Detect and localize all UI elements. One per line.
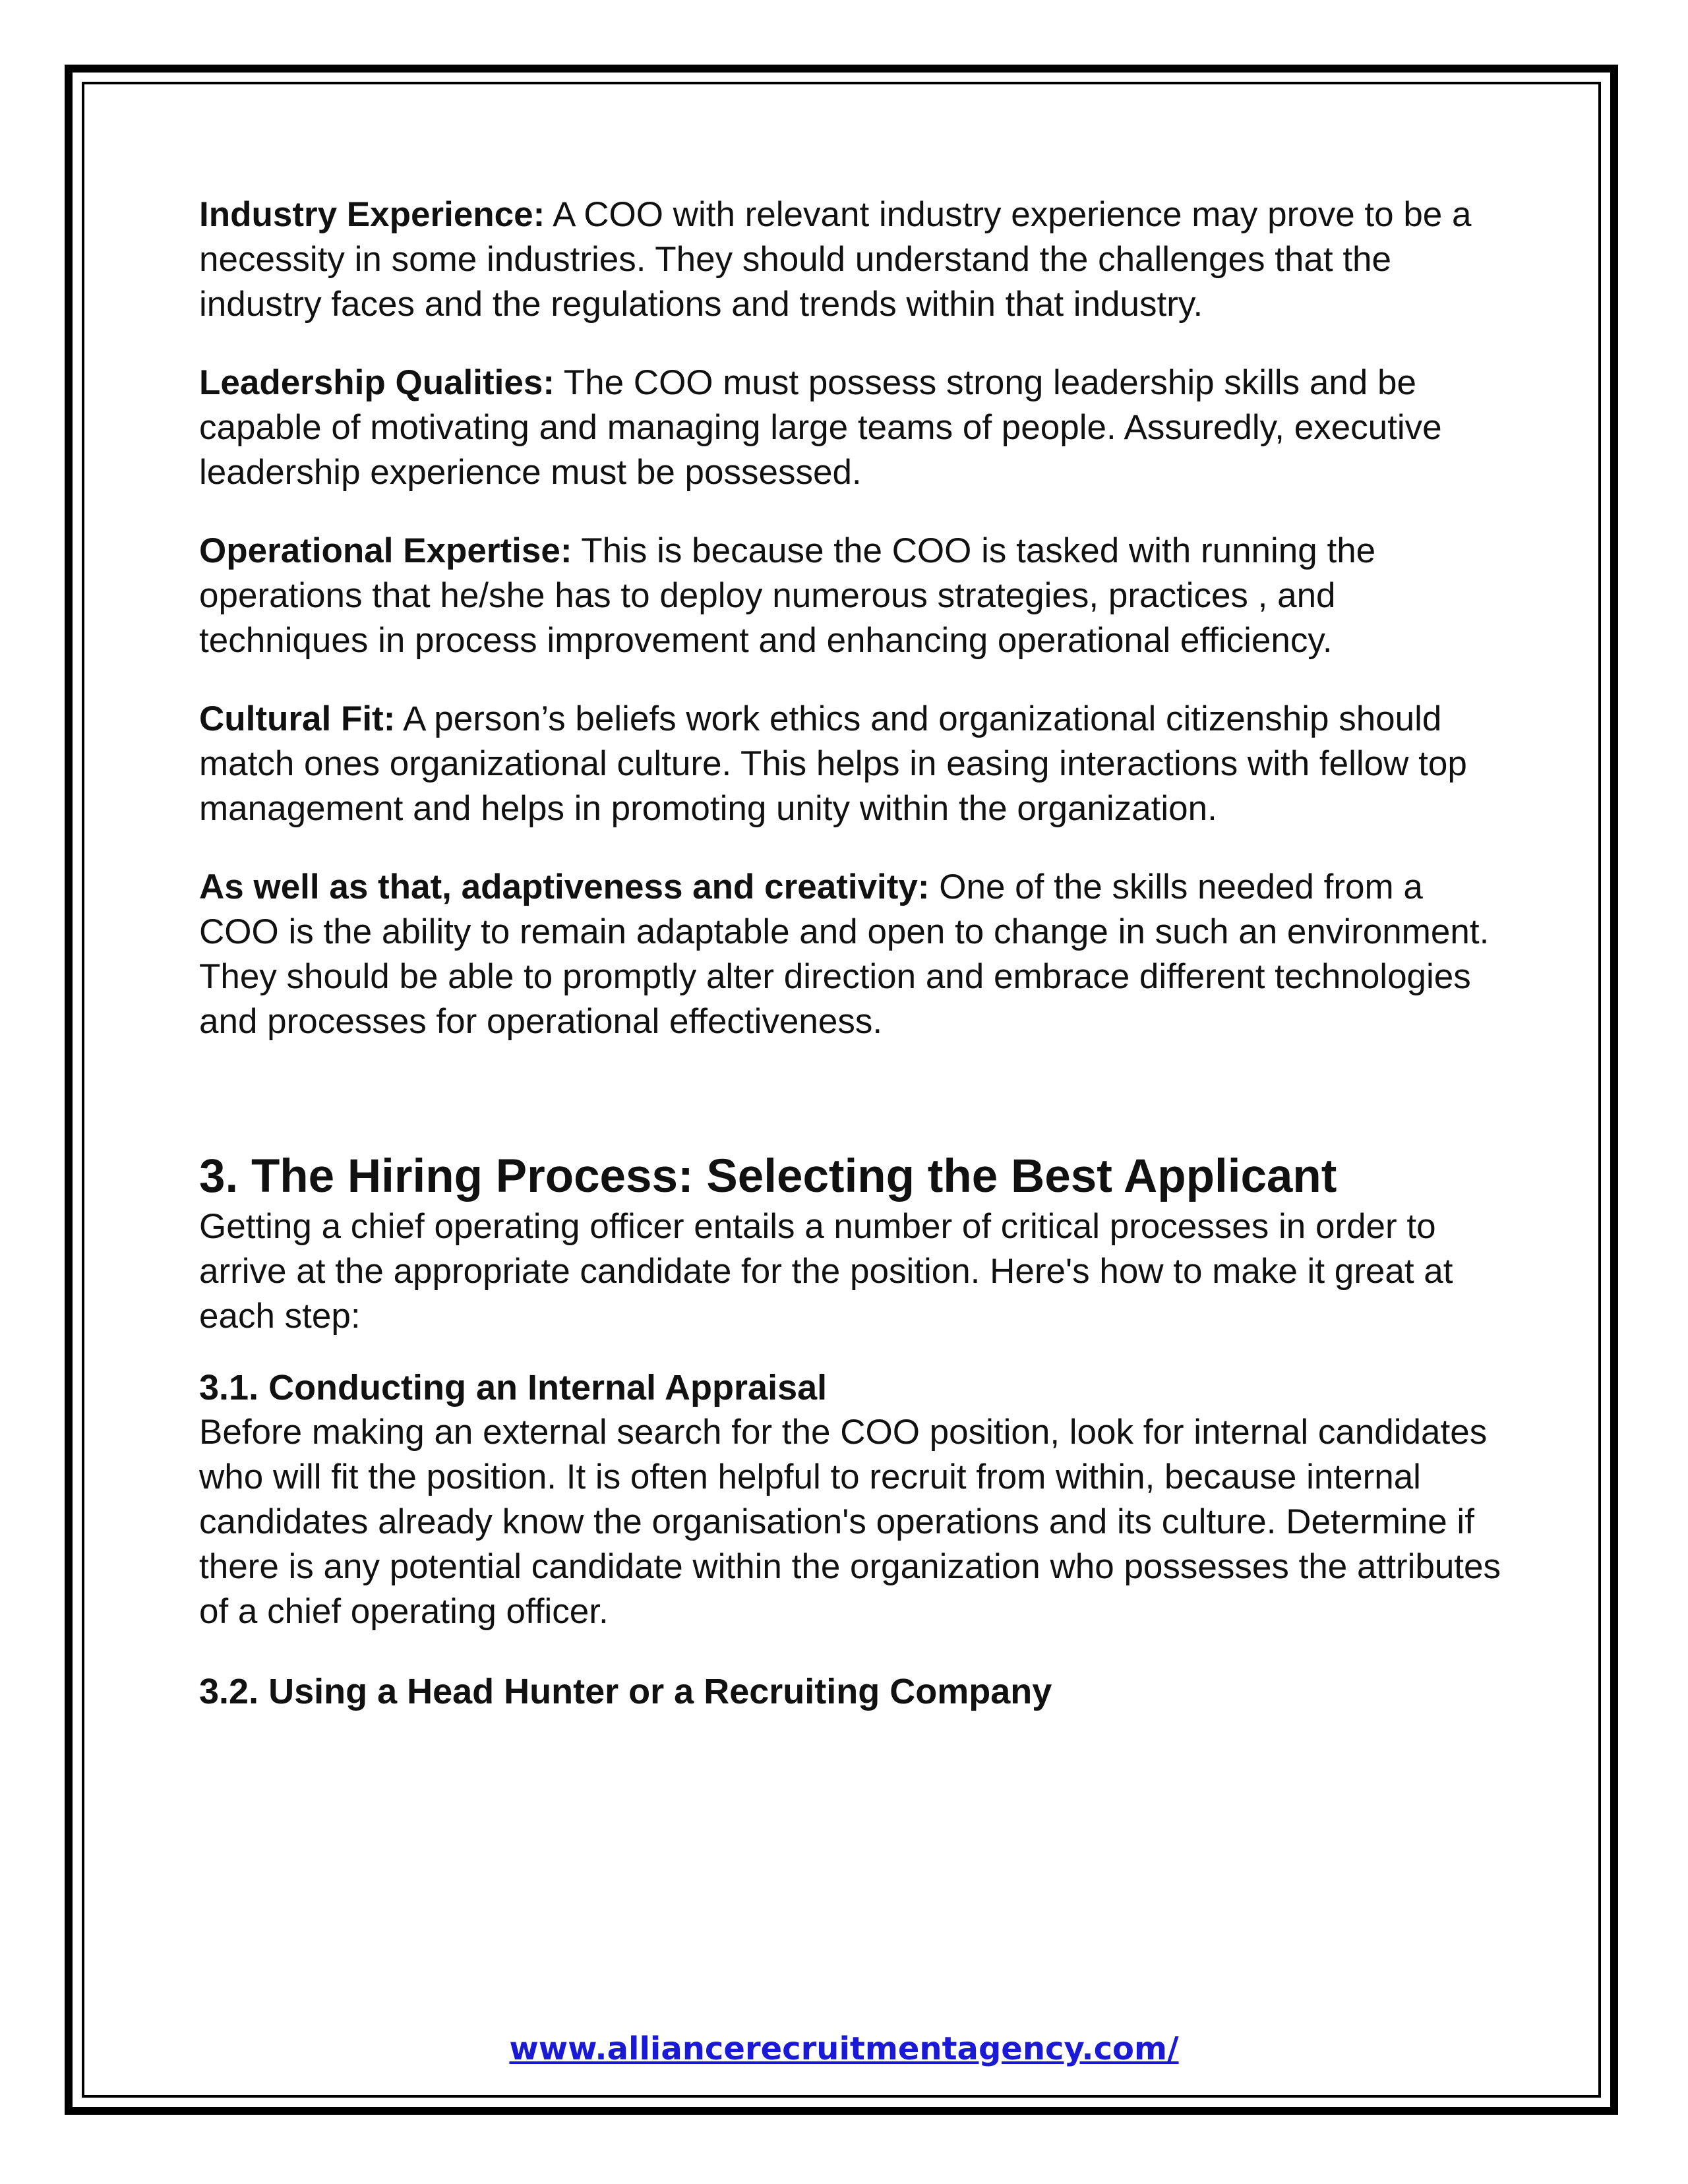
document-body: [199, 192, 1505, 1714]
paragraph-label: As well as that, adaptiveness and creativity:: [199, 868, 930, 906]
paragraph-text: A COO with relevant industry experience may prove to be a necessity in some industries. They should understand the challenges that the industry faces and the regulations and trends within that industry.: [199, 195, 1472, 324]
paragraph-text: The COO must possess strong leadership skills and be capable of motivating and managing large teams of people. Assuredly, executive leadership experience must be possessed.: [199, 363, 1442, 492]
paragraph-label: Leadership Qualities:: [199, 363, 555, 402]
paragraph-adaptiveness-creativity: [199, 865, 1505, 1044]
section-heading: 3. The Hiring Process: Selecting the Best Applicant: [199, 1150, 1337, 1202]
paragraph-leadership-qualities: [199, 361, 1505, 495]
paragraph-text: A person’s beliefs work ethics and organizational citizenship should match ones organizational culture. This helps in easing interactions with fellow top management and helps in promoting unity within the organization.: [199, 699, 1467, 828]
paragraph-text: This is because the COO is tasked with running the operations that he/she has to deploy numerous strategies, practices , and techniques in process improvement and enhancing operational efficiency.: [199, 531, 1376, 660]
paragraph-label: Operational Expertise:: [199, 531, 572, 570]
paragraph-industry-experience: [199, 192, 1505, 327]
paragraph-text: One of the skills needed from a COO is the ability to remain adaptable and open to change in such an environment. They should be able to promptly alter direction and embrace different technologies and processes for operational effectiveness.: [199, 868, 1490, 1041]
subsection-heading-internal-appraisal: 3.1. Conducting an Internal Appraisal: [199, 1368, 828, 1407]
footer-website-link[interactable]: www.alliancerecruitmentagency.com/: [509, 2030, 1179, 2067]
section-spacer: [199, 1078, 1505, 1149]
subsection-body-internal-appraisal: Before making an external search for the COO position, look for internal candidates who will fit the position. It is often helpful to recruit from within, because internal candidates already know the organisation's operations and its culture. Determine if there is any potential candidate within the organization who possesses the attributes of a chief operating officer.: [199, 1413, 1501, 1631]
subsection-heading-head-hunter: 3.2. Using a Head Hunter or a Recruiting Company: [199, 1672, 1052, 1711]
section-intro: Getting a chief operating officer entails a number of critical processes in order to arrive at the appropriate candidate for the position. Here's how to make it great at each step:: [199, 1207, 1453, 1336]
paragraph-cultural-fit: [199, 697, 1505, 831]
paragraph-label: Industry Experience:: [199, 195, 545, 234]
paragraph-label: Cultural Fit:: [199, 699, 396, 738]
paragraph-operational-expertise: [199, 529, 1505, 663]
